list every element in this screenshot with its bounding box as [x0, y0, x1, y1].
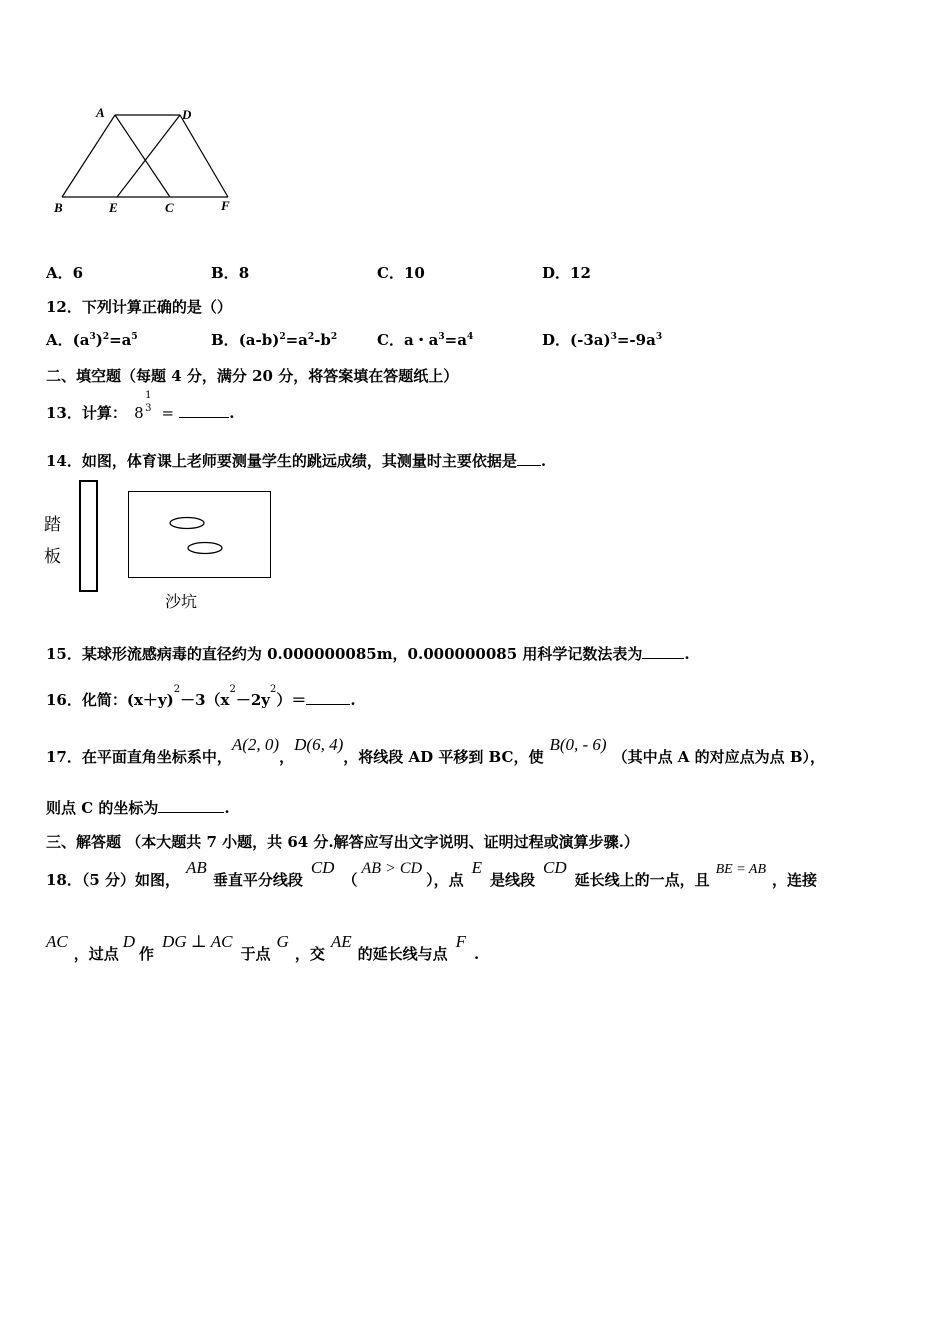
section-3-title: 三、解答题 （本大题共 7 小题，共 64 分.解答应写出文字说明、证明过程或演算步骤.）	[46, 833, 639, 851]
q12-option-c: C．a・$a^3=a^4$	[377, 331, 474, 349]
long-jump-figure	[40, 478, 280, 613]
q13: 13．计算： 8 1 3 = .	[46, 390, 235, 422]
q12-stem: 12．下列计算正确的是（）	[46, 298, 232, 316]
q14-answer-blank	[517, 451, 541, 466]
label-sand-pit: 沙坑	[165, 592, 198, 611]
q17-line-2: 则点 C 的坐标为 .	[46, 799, 230, 817]
label-E: E	[109, 200, 118, 215]
q11-option-d: D．12	[542, 264, 591, 282]
label-board-2: 板	[44, 547, 61, 567]
q11-option-b: B．8	[211, 264, 250, 282]
parallelogram-diagram	[40, 100, 250, 220]
figure-parallelograms	[40, 100, 250, 220]
q12-option-b: B．$(a-b)^2=a^2-b^2$	[211, 331, 338, 349]
label-board-1: 踏	[44, 515, 61, 535]
q16: 16．化简：$(x+y)^2-3(x^2-2y^2)=$ .	[46, 684, 356, 709]
label-C: C	[165, 200, 174, 215]
footprints	[128, 491, 270, 577]
point-B: B(0, - 6)	[549, 735, 607, 754]
q13-answer-blank	[179, 403, 229, 418]
takeoff-board	[79, 480, 98, 592]
q18-line-1: 18．（5 分）如图，AB垂直平分线段CD（AB > CD），点E是线段CD延长线上的一点，且BE = AB，连接	[46, 858, 818, 889]
point-D: D(6, 4)	[294, 735, 344, 754]
footprint-2	[188, 543, 222, 554]
q17-line-1: 17．在平面直角坐标系中，A(2, 0)，D(6, 4)，将线段 AD 平移到 BC，使B(0, - 6)（其中点 A 的对应点为点 B），	[46, 735, 826, 766]
line-DF	[180, 115, 228, 197]
q15-answer-blank	[642, 644, 684, 659]
q13-expression: 8 1 3 =	[134, 390, 175, 422]
q14: 14．如图，体育课上老师要测量学生的跳远成绩，其测量时主要依据是 .	[46, 452, 547, 470]
section-2-title: 二、填空题（每题 4 分，满分 20 分，将答案填在答题纸上）	[46, 367, 459, 385]
line-AC	[115, 115, 170, 197]
footprint-1	[170, 518, 204, 529]
q11-option-a: A．6	[46, 264, 84, 282]
q18-line-2: AC，过点D作DG ⊥ AC于点G，交AE的延长线与点F.	[46, 932, 480, 963]
q12-option-d: D．$(-3a)^3=-9a^3$	[542, 331, 663, 349]
q12-option-a: A．$(a^3)^2=a^5$	[46, 331, 138, 349]
label-D: D	[182, 107, 192, 122]
q11-option-c: C．10	[377, 264, 425, 282]
label-A: A	[96, 105, 105, 120]
label-F: F	[221, 198, 230, 213]
line-AB	[62, 115, 115, 197]
label-B: B	[54, 200, 63, 215]
q17-answer-blank	[158, 798, 224, 813]
q15: 15．某球形流感病毒的直径约为 0.000000085m，0.000000085 用科学记数法表为 .	[46, 645, 690, 663]
line-DE	[117, 115, 180, 197]
q16-answer-blank	[306, 690, 350, 705]
point-A: A(2, 0)	[231, 735, 280, 754]
